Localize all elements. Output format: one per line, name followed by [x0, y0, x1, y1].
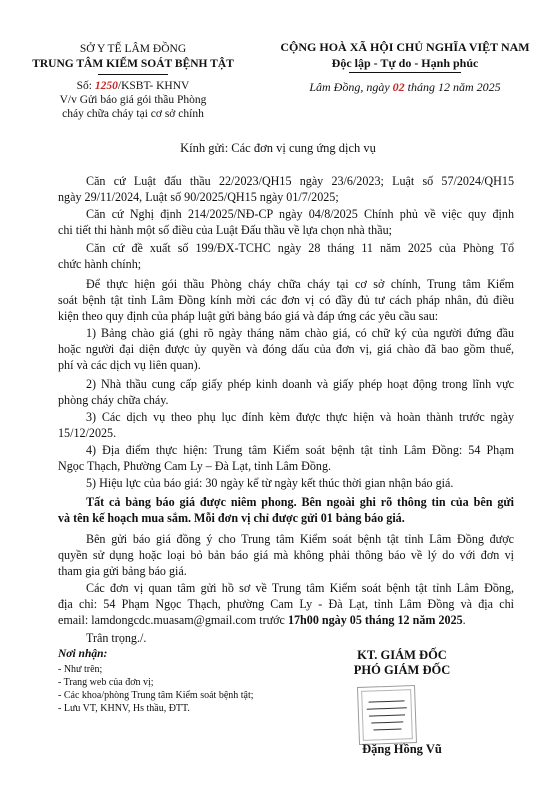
recipient-item: - Các khoa/phòng Trung tâm Kiểm soát bệnh tật; [58, 690, 254, 701]
subject-line-1: V/v Gửi báo giá gói thầu Phòng [59, 94, 207, 106]
ministry-name: SỞ Y TẾ LÂM ĐỒNG [79, 43, 187, 55]
text-line: phòng cháy chữa cháy. [58, 393, 169, 407]
paragraph-submission [58, 580, 514, 628]
national-motto: Độc lập - Tự do - Hạnh phúc [331, 56, 479, 70]
text-line: phí và các dịch vụ liên quan). [58, 358, 201, 372]
text-line: 15/12/2025. [58, 426, 117, 440]
recipient-item: - Như trên; [58, 664, 103, 675]
email-text: email: lamdongcdc.muasam@gmail.com trước [58, 613, 288, 627]
text-line: Để thực hiện gói thầu Phòng cháy chữa cháy tại cơ sở chính, Trung tâm Kiểm [86, 277, 514, 291]
text-line: địa chỉ: 54 Phạm Ngọc Thạch, phường Cam Ly - Đà Lạt, tỉnh Lâm Đồng và địa chỉ [58, 597, 514, 611]
number-suffix: /KSBT- KHNV [117, 80, 190, 92]
closing-line [58, 630, 514, 646]
text-line: Bên gửi báo giá đồng ý cho Trung tâm Kiểm soát bệnh tật tỉnh Lâm Đồng được [86, 532, 514, 546]
text-line: soát bệnh tật tỉnh Lâm Đồng kính mời các đơn vị có đầy đủ tư cách pháp nhân, đủ điều [58, 293, 514, 307]
text-line: quyền sử dụng hoặc loại bỏ bản báo giá mà không phải thông báo về lý do với đơn vị [58, 548, 514, 562]
subject-line-2: cháy chữa cháy tại cơ sở chính [62, 108, 204, 120]
agency-name: TRUNG TÂM KIỂM SOÁT BỆNH TẬT [32, 58, 234, 70]
paragraph-legal-basis-3 [58, 240, 514, 272]
requirement-2 [58, 376, 514, 408]
signer-name: Đặng Hồng Vũ [362, 742, 442, 756]
text-line: 1) Bảng chào giá (ghi rõ ngày tháng năm chào giá, có chữ ký của người đứng đầu [86, 326, 514, 340]
text-line: kiện theo quy định của pháp luật gửi bảng báo giá và đáp ứng các yêu cầu sau: [58, 309, 439, 323]
date-day: 02 [392, 80, 405, 94]
number-value: 1250 [94, 80, 118, 92]
paragraph-rights [58, 531, 514, 579]
requirement-4 [58, 442, 514, 474]
text-line [58, 612, 514, 628]
text-line: Tất cả bảng báo giá được niêm phong. Bên ngoài ghi rõ thông tin của bên gửi [86, 495, 514, 509]
paragraph-legal-basis-2 [58, 206, 514, 238]
recipients-title: Nơi nhận: [58, 648, 108, 660]
text-line: Các đơn vị quan tâm gửi hồ sơ về Trung tâm Kiểm soát bệnh tật tỉnh Lâm Đồng, [86, 581, 514, 595]
agency-underline [98, 74, 168, 75]
text-line: 4) Địa điểm thực hiện: Trung tâm Kiểm soát bệnh tật tỉnh Lâm Đồng: 54 Phạm [86, 443, 514, 457]
text-line: Căn cứ đề xuất số 199/ĐX-TCHC ngày 28 tháng 11 năm 2025 của Phòng Tổ [86, 241, 514, 255]
sealing-notice [58, 494, 514, 526]
text-line: 2) Nhà thầu cung cấp giấy phép kinh doanh và giấy phép hoạt động trong lĩnh vực [86, 377, 514, 391]
recipient-item: - Lưu VT, KHNV, Hs thầu, ĐTT. [58, 703, 190, 714]
text-line: Căn cứ Luật đấu thầu 22/2023/QH15 ngày 23/6/2023; Luật số 57/2024/QH15 [86, 174, 514, 188]
text-line: chi tiết thi hành một số điều của Luật Đấu thầu về lựa chọn nhà thầu; [58, 223, 393, 237]
text-line: 5) Hiệu lực của báo giá: 30 ngày kể từ ngày kết thúc thời gian nhận báo giá. [86, 476, 454, 490]
requirement-5 [58, 475, 514, 491]
text-line: tham gia gửi bảng báo giá. [58, 564, 187, 578]
text-line: chức hành chính; [58, 257, 142, 271]
document-number [48, 80, 218, 92]
signature-title-2: PHÓ GIÁM ĐỐC [353, 663, 451, 677]
motto-underline [349, 72, 461, 73]
text-line: Trân trọng./. [86, 631, 147, 645]
date-prefix: Lâm Đồng, ngày [309, 80, 393, 94]
greeting: Kính gửi: Các đơn vị cung ứng dịch vụ [180, 141, 376, 155]
signature-title-1: KT. GIÁM ĐỐC [357, 648, 447, 662]
text-line: Căn cứ Nghị định 214/2025/NĐ-CP ngày 04/8/2025 Chính phủ về việc quy định [86, 207, 514, 221]
requirement-1 [58, 325, 514, 373]
official-seal [357, 685, 417, 745]
recipient-item: - Trang web của đơn vị; [58, 677, 154, 688]
text-line: và tên kế hoạch mua sắm. Mỗi đơn vị chỉ được gửi 01 bảng báo giá. [58, 511, 405, 525]
number-prefix: Số: [76, 80, 95, 92]
deadline: 17h00 ngày 05 tháng 12 năm 2025 [287, 613, 463, 627]
text-line: 3) Các dịch vụ theo phụ lục đính kèm được thực hiện và hoàn thành trước ngày [86, 410, 514, 424]
paragraph-invitation [58, 276, 514, 324]
text-line: hoặc người đại diện được ủy quyền và đóng dấu của đơn vị, giá chào đã bao gồm thuế, [58, 342, 514, 356]
text-line: Ngọc Thạch, Phường Cam Ly – Đà Lạt, tỉnh Lâm Đồng. [58, 459, 332, 473]
text-line: ngày 29/11/2024, Luật số 90/2025/QH15 ngày 01/7/2025; [58, 190, 339, 204]
period: . [462, 613, 466, 627]
document-date [270, 80, 540, 95]
date-suffix: tháng 12 năm 2025 [404, 80, 501, 94]
paragraph-legal-basis-1 [58, 173, 514, 205]
requirement-3 [58, 409, 514, 441]
country-name: CỘNG HOÀ XÃ HỘI CHỦ NGHĨA VIỆT NAM [280, 40, 530, 54]
